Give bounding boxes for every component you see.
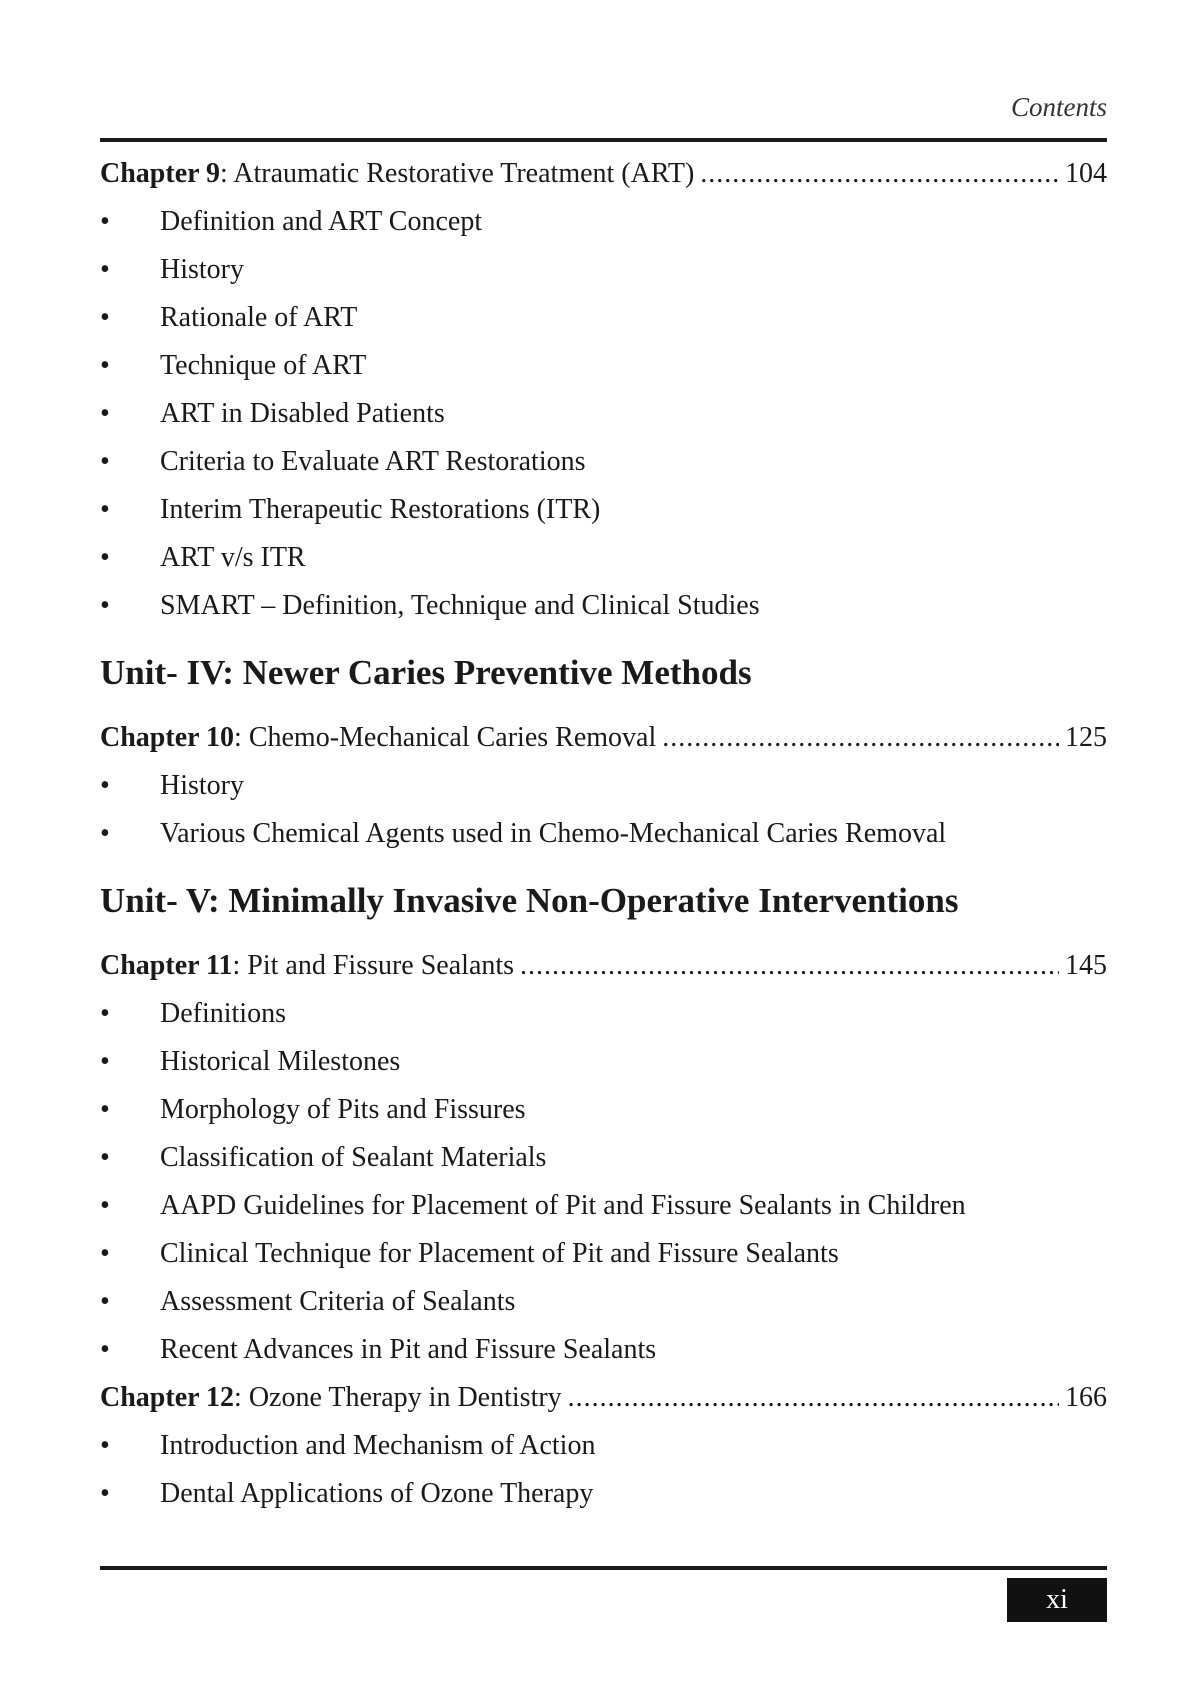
topic-text: Technique of ART — [160, 350, 367, 381]
topic-text: Dental Applications of Ozone Therapy — [160, 1478, 594, 1509]
list-item — [100, 1278, 1107, 1326]
list-item — [100, 1086, 1107, 1134]
list-item — [100, 582, 1107, 630]
topic-text: Assessment Criteria of Sealants — [160, 1286, 516, 1317]
list-item — [100, 486, 1107, 534]
list-item — [100, 1182, 1107, 1230]
topic-text: Historical Milestones — [160, 1046, 401, 1077]
list-item — [100, 390, 1107, 438]
topic-text: Criteria to Evaluate ART Restorations — [160, 446, 586, 477]
chapter-title: : Pit and Fissure Sealants — [232, 950, 515, 981]
bullet-icon: • — [100, 302, 110, 333]
bullet-icon: • — [100, 590, 110, 621]
list-item — [100, 1422, 1107, 1470]
chapter-page: 166 — [1065, 1382, 1107, 1413]
chapter-page: 125 — [1065, 722, 1107, 753]
chapter-label: Chapter 9 — [100, 158, 221, 189]
topic-text: SMART – Definition, Technique and Clinical Studies — [160, 590, 760, 621]
list-item — [100, 246, 1107, 294]
list-item — [100, 438, 1107, 486]
toc-chapter-9[interactable] — [100, 150, 1107, 198]
chapter-title: : Chemo-Mechanical Caries Removal — [234, 722, 657, 753]
list-item — [100, 1230, 1107, 1278]
top-rule — [100, 138, 1107, 142]
bottom-rule — [100, 1566, 1107, 1570]
bullet-icon: • — [100, 350, 110, 381]
bullet-icon: • — [100, 1334, 110, 1365]
chapter-label: Chapter 11 — [100, 950, 233, 981]
bullet-icon: • — [100, 1286, 110, 1317]
topic-text: Interim Therapeutic Restorations (ITR) — [160, 494, 601, 525]
dot-leader — [520, 942, 1059, 990]
chapter-10-topics — [100, 762, 1107, 858]
bullet-icon: • — [100, 998, 110, 1029]
unit-heading-v: Unit- V: Minimally Invasive Non-Operative Interventions — [100, 881, 959, 920]
bullet-icon: • — [100, 1430, 110, 1461]
topic-text: History — [160, 770, 244, 801]
toc-content — [100, 150, 1107, 1518]
topic-text: AAPD Guidelines for Placement of Pit and Fissure Sealants in Children — [160, 1190, 966, 1221]
dot-leader — [662, 714, 1059, 762]
bullet-icon: • — [100, 770, 110, 801]
dot-leader — [568, 1374, 1059, 1422]
bullet-icon: • — [100, 818, 110, 849]
chapter-label: Chapter 10 — [100, 722, 235, 753]
list-item — [100, 1134, 1107, 1182]
topic-text: Classification of Sealant Materials — [160, 1142, 547, 1173]
chapter-title: : Ozone Therapy in Dentistry — [234, 1382, 562, 1413]
topic-text: Recent Advances in Pit and Fissure Sealants — [160, 1334, 657, 1365]
chapter-11-topics — [100, 990, 1107, 1374]
topic-text: History — [160, 254, 244, 285]
bullet-icon: • — [100, 1190, 110, 1221]
chapter-page: 145 — [1065, 950, 1107, 981]
topic-text: ART v/s ITR — [160, 542, 306, 573]
chapter-label: Chapter 12 — [100, 1382, 235, 1413]
bullet-icon: • — [100, 398, 110, 429]
topic-text: Morphology of Pits and Fissures — [160, 1094, 526, 1125]
list-item — [100, 1038, 1107, 1086]
bullet-icon: • — [100, 542, 110, 573]
topic-text: Clinical Technique for Placement of Pit and Fissure Sealants — [160, 1238, 839, 1269]
topic-text: ART in Disabled Patients — [160, 398, 445, 429]
topic-text: Definition and ART Concept — [160, 206, 483, 237]
chapter-9-topics — [100, 198, 1107, 630]
toc-chapter-11[interactable] — [100, 942, 1107, 990]
bullet-icon: • — [100, 1478, 110, 1509]
bullet-icon: • — [100, 1238, 110, 1269]
bullet-icon: • — [100, 494, 110, 525]
bullet-icon: • — [100, 1094, 110, 1125]
topic-text: Introduction and Mechanism of Action — [160, 1430, 596, 1461]
list-item — [100, 294, 1107, 342]
chapter-title: : Atraumatic Restorative Treatment (ART) — [220, 158, 695, 189]
toc-chapter-10[interactable] — [100, 714, 1107, 762]
list-item — [100, 810, 1107, 858]
dot-leader — [700, 150, 1059, 198]
bullet-icon: • — [100, 254, 110, 285]
list-item — [100, 990, 1107, 1038]
chapter-12-topics — [100, 1422, 1107, 1518]
bullet-icon: • — [100, 206, 110, 237]
chapter-page: 104 — [1065, 158, 1107, 189]
topic-text: Definitions — [160, 998, 286, 1029]
bullet-icon: • — [100, 446, 110, 477]
page-number-badge: xi — [1007, 1578, 1107, 1622]
list-item — [100, 762, 1107, 810]
running-head: Contents — [1010, 92, 1107, 122]
list-item — [100, 342, 1107, 390]
topic-text: Rationale of ART — [160, 302, 358, 333]
topic-text: Various Chemical Agents used in Chemo-Mechanical Caries Removal — [160, 818, 947, 849]
list-item — [100, 198, 1107, 246]
list-item — [100, 1326, 1107, 1374]
unit-heading-iv: Unit- IV: Newer Caries Preventive Methods — [100, 653, 752, 692]
bullet-icon: • — [100, 1046, 110, 1077]
list-item — [100, 1470, 1107, 1518]
bullet-icon: • — [100, 1142, 110, 1173]
list-item — [100, 534, 1107, 582]
toc-chapter-12[interactable] — [100, 1374, 1107, 1422]
